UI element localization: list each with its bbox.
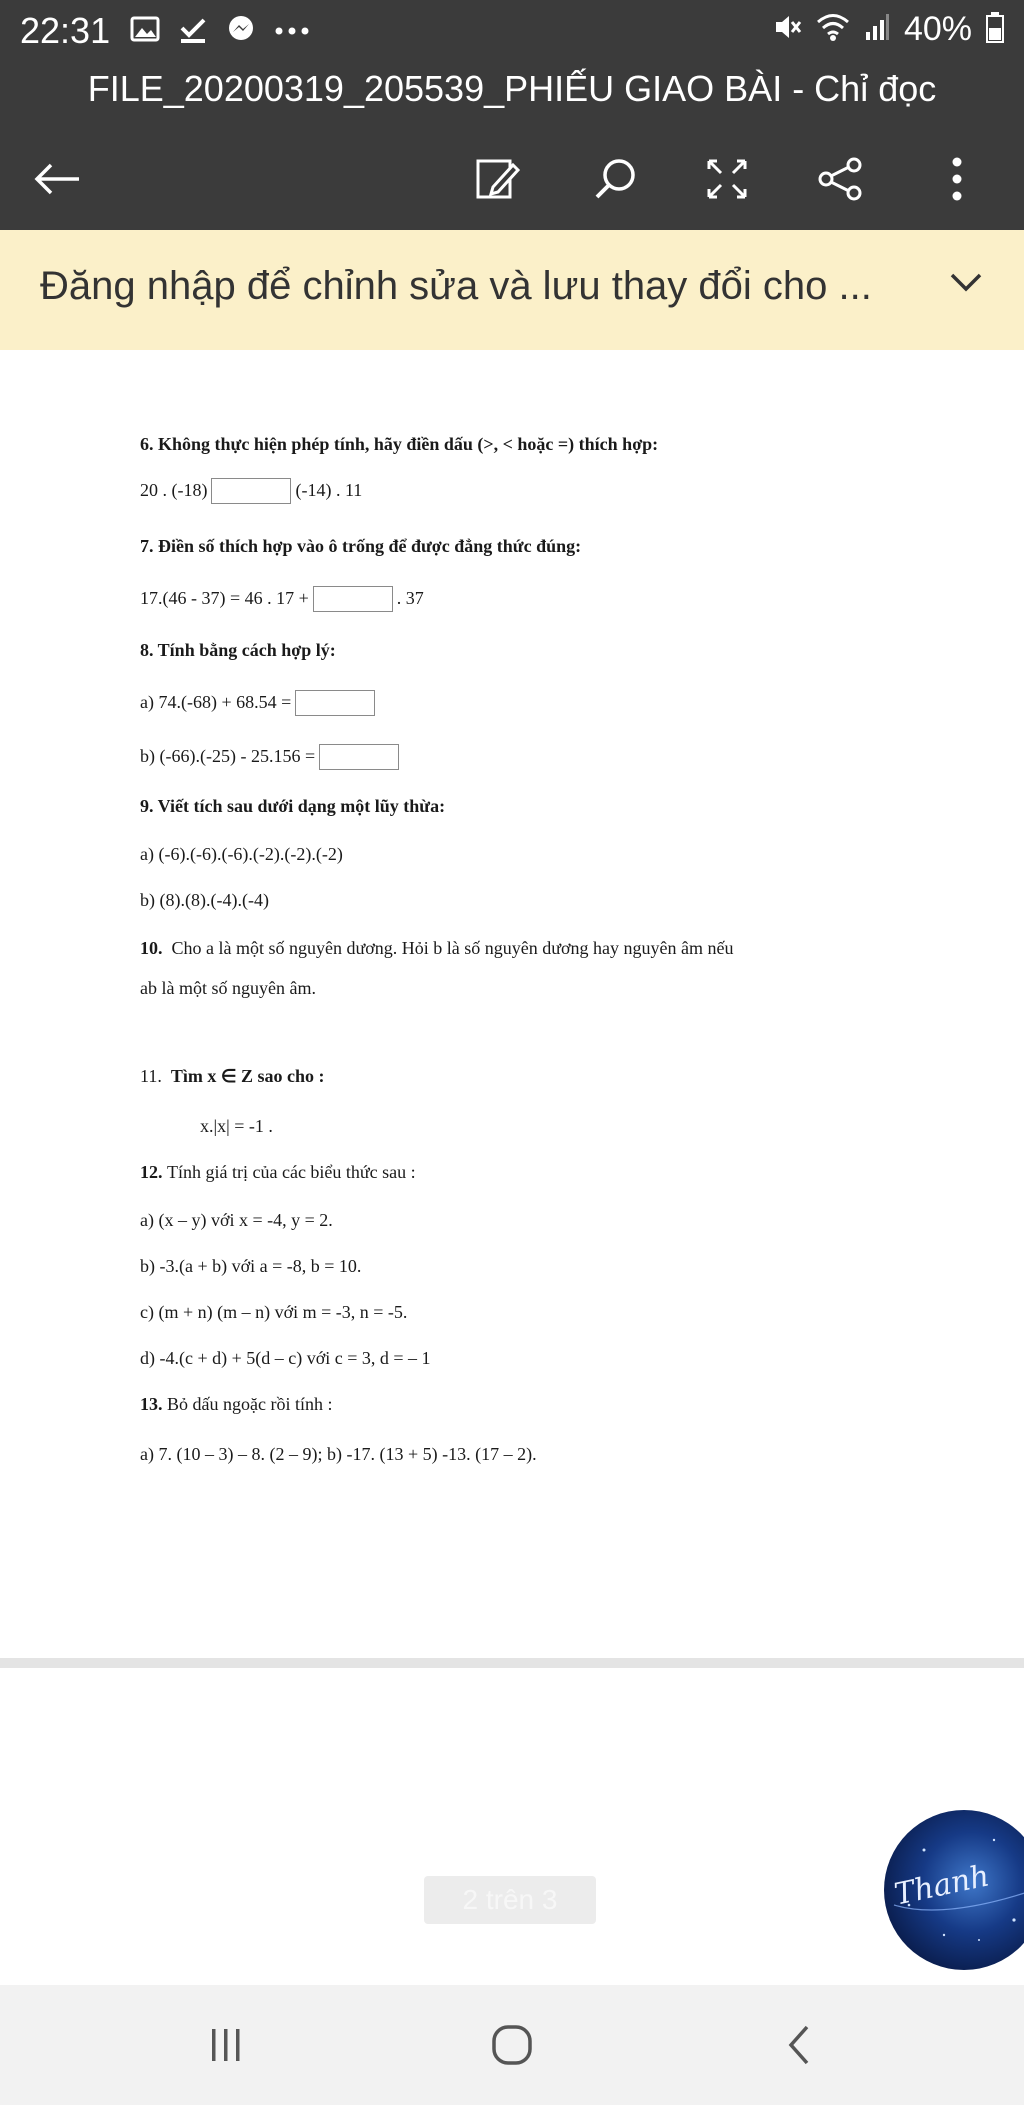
gallery-icon <box>130 15 160 48</box>
status-time: 22:31 <box>20 10 111 51</box>
sign-in-banner-text: Đăng nhập để chỉnh sửa và lưu thay đổi cho ... <box>40 264 872 308</box>
answer-box-q7 <box>313 586 393 612</box>
system-icons <box>772 10 1004 49</box>
document-page <box>0 350 1024 1660</box>
question-11-expression: x.|x| = -1 . <box>200 1116 273 1136</box>
question-12-number: 12. <box>140 1162 163 1182</box>
question-11 <box>140 1066 325 1087</box>
page-divider <box>0 1658 1024 1668</box>
edit-icon[interactable] <box>462 144 532 214</box>
app-header <box>0 62 1024 230</box>
question-9a: a) (-6).(-6).(-6).(-2).(-2).(-2) <box>140 844 343 864</box>
answer-box-q8a <box>295 690 375 716</box>
question-8-title: 8. Tính bằng cách hợp lý: <box>140 640 336 660</box>
search-icon[interactable] <box>580 144 650 214</box>
home-icon[interactable] <box>482 2017 542 2073</box>
question-7-right: . 37 <box>396 588 424 608</box>
question-11-title: Tìm x ∈ Z sao cho : <box>170 1066 325 1086</box>
question-12 <box>140 1162 416 1183</box>
sign-in-banner[interactable] <box>0 230 1024 350</box>
back-arrow-icon[interactable] <box>22 144 92 214</box>
page-indicator: 2 trên 3 <box>424 1876 596 1924</box>
question-12-title: Tính giá trị của các biểu thức sau : <box>167 1162 416 1182</box>
question-13 <box>140 1394 332 1415</box>
question-9b: b) (8).(8).(-4).(-4) <box>140 890 269 910</box>
fullscreen-icon[interactable] <box>692 144 762 214</box>
question-12b: b) -3.(a + b) với a = -8, b = 10. <box>140 1256 362 1276</box>
answer-box-q6 <box>211 478 291 504</box>
question-10-line2: ab là một số nguyên âm. <box>140 978 316 998</box>
navigation-bar <box>0 1985 1024 2105</box>
question-7-expression <box>140 586 424 612</box>
chevron-down-icon[interactable] <box>948 270 984 299</box>
battery-percentage: 40% <box>903 10 972 48</box>
question-6-right: (-14) . 11 <box>295 480 363 500</box>
watermark-text: Thanh <box>891 1858 993 1913</box>
file-title: FILE_20200319_205539_PHIẾU GIAO BÀI - Chỉ đọc <box>87 68 937 109</box>
battery-icon <box>986 11 1004 48</box>
share-icon[interactable] <box>806 144 876 214</box>
question-11-number: 11. <box>140 1066 162 1086</box>
back-icon[interactable] <box>768 2017 828 2073</box>
question-7-title: 7. Điền số thích hợp vào ô trống để được đẳng thức đúng: <box>140 536 582 556</box>
signal-icon <box>864 12 890 47</box>
notification-icons <box>130 14 310 49</box>
next-page-area <box>0 1668 1024 1985</box>
question-13-number: 13. <box>140 1394 163 1414</box>
question-9-title: 9. Viết tích sau dưới dạng một lũy thừa: <box>140 796 446 816</box>
more-dots-icon <box>274 23 310 41</box>
status-bar <box>0 0 1024 62</box>
wifi-icon <box>816 12 850 47</box>
question-10 <box>140 938 733 959</box>
answer-box-q8b <box>319 744 399 770</box>
question-8a <box>140 690 379 716</box>
question-7-left: 17.(46 - 37) = 46 . 17 + <box>140 588 309 608</box>
question-6-expression <box>140 478 362 504</box>
question-13-title: Bỏ dấu ngoặc rồi tính : <box>167 1394 333 1414</box>
mute-icon <box>772 12 802 47</box>
question-6-title: 6. Không thực hiện phép tính, hãy điền dấu (>, < hoặc =) thích hợp: <box>140 434 659 454</box>
question-8b <box>140 744 403 770</box>
question-10-line1: Cho a là một số nguyên dương. Hỏi b là số nguyên dương hay nguyên âm nếu <box>171 938 734 958</box>
question-12a: a) (x – y) với x = -4, y = 2. <box>140 1210 333 1230</box>
question-10-number: 10. <box>140 938 163 958</box>
recent-apps-icon[interactable] <box>196 2017 256 2073</box>
question-8a-text: a) 74.(-68) + 68.54 = <box>140 692 292 712</box>
question-12c: c) (m + n) (m – n) với m = -3, n = -5. <box>140 1302 408 1322</box>
toolbar <box>0 144 1024 224</box>
question-12d: d) -4.(c + d) + 5(d – c) với c = 3, d = – 1 <box>140 1348 431 1368</box>
download-done-icon <box>178 14 208 49</box>
more-vertical-icon[interactable] <box>922 144 992 214</box>
question-13a: a) 7. (10 – 3) – 8. (2 – 9); b) -17. (13 + 5) -13. (17 – 2). <box>140 1444 537 1464</box>
question-6-left: 20 . (-18) <box>140 480 208 500</box>
messenger-icon <box>226 14 256 49</box>
question-8b-text: b) (-66).(-25) - 25.156 = <box>140 746 316 766</box>
